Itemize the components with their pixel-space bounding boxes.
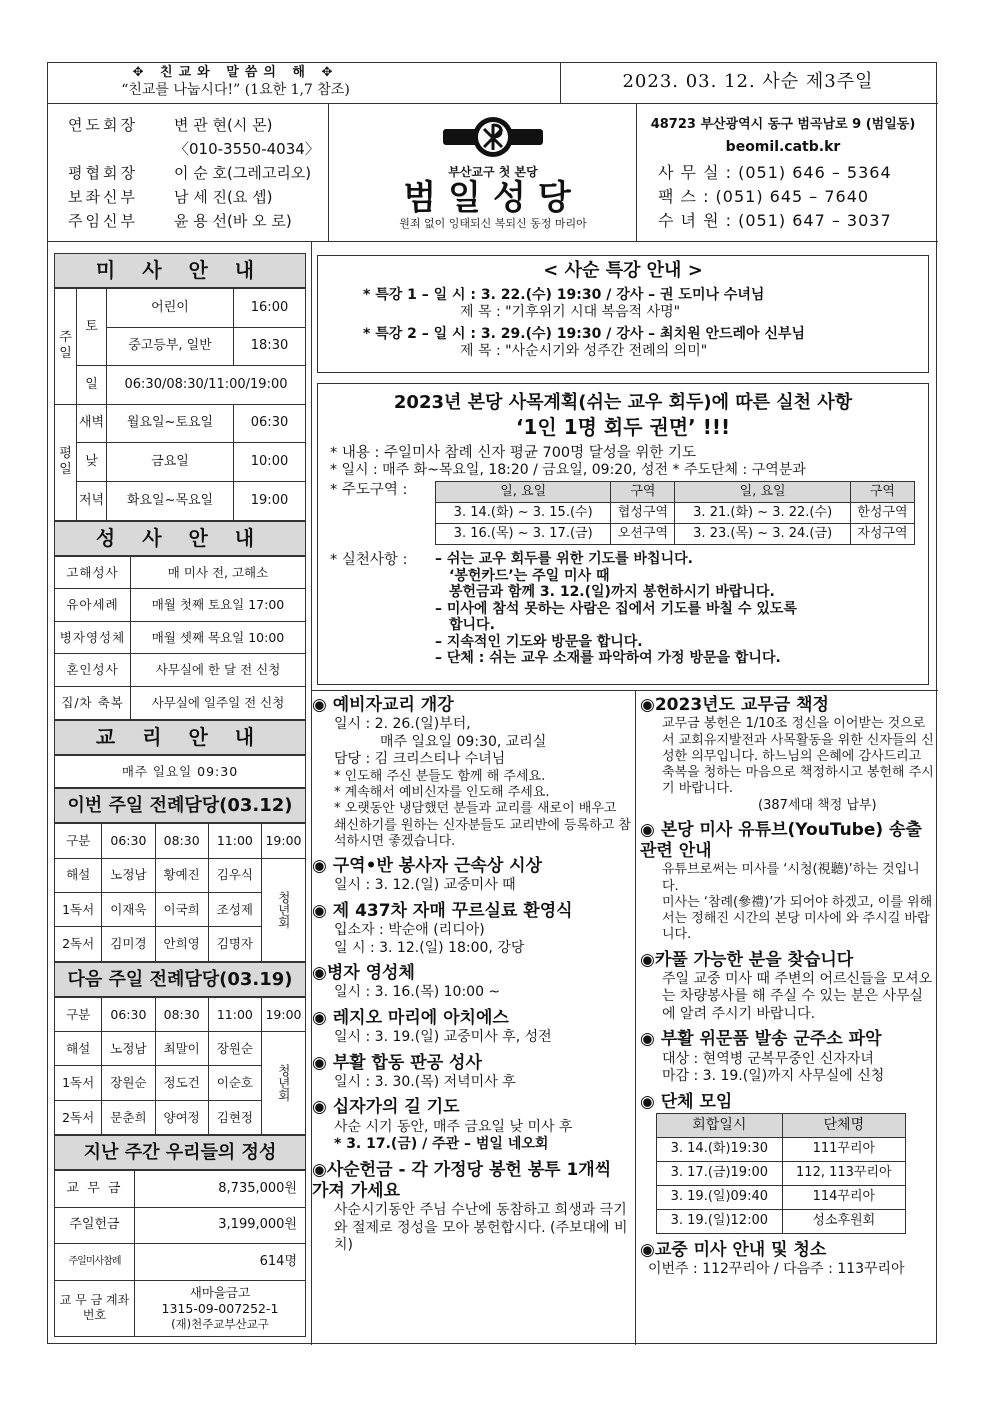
group-meetings: ◉ 단체 모임 회합일시 단체명 3. 14.(화)19:30 111꾸리아 3. 17.(금)19:00 112, 113꾸리아 3. 19.(일)09:40 114꾸리아 3. 19.(일)12:00 성소후원회 (640, 1092, 935, 1234)
sacraments-table: 고해성사 매 미사 전, 고해소 유아세례 매월 첫째 토요일 17:00 병자영성체 매월 셋째 목요일 10:00 혼인성사 사무실에 한 달 전 신청 집/차 축복 사무실에 일주일 전 신청 (54, 556, 306, 720)
official-row: 평협회장 이 순 호(그레고리오) (68, 163, 312, 182)
parish-address: 48723 부산광역시 동구 범곡남로 9 (범일동) beomil.catb.kr (628, 117, 938, 157)
notice-youtube: ◉ 본당 미사 유튜브(YouTube) 송출 관련 안내 유튜브로써는 미사를 ‘시청(視聽)’하는 것입니다. 미사는 ‘참례(參禮)’가 되어야 하겠고, 이를 위해서는 정해진 시간의 본당 미사에 와 주시길 바랍니다. (640, 819, 933, 943)
bulletin-page (47, 62, 937, 1344)
notice-confession: ◉ 부활 합동 판공 성사 일시 : 3. 30.(목) 저녁미사 후 (312, 1052, 516, 1090)
pastoral-plan-box: 2023년 본당 사목계획(쉬는 교우 회두)에 따른 실천 사항 ‘1인 1명 회두 권면’ !!! * 내용 : 주일미사 참례 신자 평균 700명 달성을 위한 기도 * 일시 : 매주 화~목요일, 18:20 / 금요일, 09:20, 성전 * 주도단체 : 구역분과 * 주도구역 : 일, 요일 구역 일, 요일 구역 3. 14.(화) ~ 3. 15.(수) 협성구역 3. 21.(화) ~ 3. 22.(수) 한성구역 3. 16.(목) ~ 3. 17.(금) 오션구역 3. 23.(목) ~ 3. 24.(금) 자성구역 * 실천사항 : – 쉬는 교우 회두를 위한 기도를 바칩니다. ‘봉헌카드’는 주일 미사 때 봉헌금과 함께 3. 12.(일)까지 봉헌하시기 바랍니다. – 미사에 참석 못하는 사람은 집에서 기도를 바칠 수 있도록 합니다. – 지속적인 기도와 방문을 합니다. – 단체 : 쉬는 교우 소재를 파악하여 가정 방문을 합니다. (317, 383, 929, 685)
contribution-title: 지난 주간 우리들의 정성 (54, 1135, 306, 1170)
lent-title: < 사순 특강 안내 > (543, 260, 703, 281)
contribution-table: 교 무 금 8,735,000원 주일헌금 3,199,000원 주일미사참례 614명 교 무 금 계좌번호 새마을금고 1315-09-007252-1 (재)천주교부산교구 (54, 1170, 306, 1337)
notice-stations-of-cross: ◉ 십자가의 길 기도 사순 시기 동안, 매주 금요일 낮 미사 후 * 3. 17.(금) / 주관 – 범일 네오회 (312, 1097, 573, 1152)
parish-motto: 원죄 없이 잉태되신 복되신 동정 마리아 (399, 216, 587, 230)
office-phone: 사 무 실 : (051) 646 – 5364 (658, 163, 892, 182)
parish-logo-block (348, 111, 638, 239)
duty-this-table: 구분 06:30 08:30 11:00 19:00 해설 노정남 황예진 김우식 청년회 1독서 이재욱 이국희 조성제 2독서 김미경 안희영 김명자 (54, 823, 306, 962)
phone-list (658, 163, 938, 235)
theme-quote: “친교를 나눕시다!” (1요한 1,7 참조) (121, 82, 350, 98)
plan-subtitle: ‘1인 1명 회두 권면’ !!! (515, 414, 731, 439)
parish-website: beomil.catb.kr (725, 139, 841, 156)
parish-name: 범일성당 (403, 177, 583, 218)
parish-officials (68, 113, 358, 233)
convent-phone: 수 녀 원 : (051) 647 – 3037 (658, 211, 892, 230)
notice-catechumen: ◉ 예비자교리 개강 일시 : 2. 26.(일)부터, 매주 일요일 09:30, 교리실 담당 : 김 크리스티나 수녀님 * 인도해 주신 분들도 함께 해 주세요. * 계속해서 예비신자를 인도해 주세요. * 오랫동안 냉담했던 분들과 교리를 새로이 배우고 쇄신하기를 원하는 신자분들도 교리반에 등록하고 참석하시면 좋겠습니다. (312, 695, 631, 849)
chi-rho-logo-icon (438, 115, 548, 159)
notice-carpool: ◉카풀 가능한 분을 찾습니다 주일 교중 미사 때 주변의 어르신들을 모셔오는 차량봉사를 해 주실 수 있는 분은 사무실에 알려 주시기 바랍니다. (640, 949, 933, 1022)
sacraments-title: 성 사 안 내 (54, 521, 306, 556)
duty-this-title: 이번 주일 전례담당(03.12) (54, 788, 306, 823)
notices-middle (312, 695, 632, 1261)
official-row: 주임신부 윤 용 선(바 오 로) (68, 211, 292, 230)
practice-list: – 쉬는 교우 회두를 위한 기도를 바칩니다. ‘봉헌카드’는 주일 미사 때 봉헌금과 함께 3. 12.(일)까지 봉헌하시기 바랍니다. – 미사에 참석 못하는 사람은 집에서 기도를 바칠 수 있도록 합니다. – 지속적인 기도와 방문을 합니다. – 단체 : 쉬는 교우 소재를 파악하여 가정 방문을 합니다. (435, 551, 797, 667)
notice-legio-acies: ◉ 레지오 마리에 아치에스 일시 : 3. 19.(일) 교중미사 후, 성전 (312, 1007, 552, 1045)
notice-church-tax: ◉2023년도 교무금 책정 교무금 봉헌은 1/10조 정신을 이어받는 것으로서 교회유지발전과 사목활동을 위한 신자들의 신성한 의무입니다. 하느님의 은혜에 감사드리고 축복을 청하는 마음으로 책정하시고 봉헌해 주시기 바랍니다. (387세대 책정 납부) (640, 695, 934, 813)
logo-subtitle: 부산교구 첫 본당 (448, 164, 538, 179)
notice-lent-offering: ◉사순헌금 - 각 가정당 봉헌 봉투 1개씩 가져 가세요 사순시기동안 주님 수난에 동참하고 희생과 극기와 절제로 정성을 모아 봉헌합시다. (주보대에 비치) (312, 1159, 628, 1253)
area-schedule-table: 일, 요일 구역 일, 요일 구역 3. 14.(화) ~ 3. 15.(수) 협성구역 3. 21.(화) ~ 3. 22.(수) 한성구역 3. 16.(목) ~ 3. 17.(금) 오션구역 3. 23.(목) ~ 3. 24.(금) 자성구역 (435, 481, 915, 545)
catechism-title: 교 리 안 내 (54, 720, 306, 755)
duty-next-title: 다음 주일 전례담당(03.19) (54, 962, 306, 997)
lent-lecture-box: < 사순 특강 안내 > * 특강 1 – 일 시 : 3. 22.(수) 19:30 / 강사 – 권 도미나 수녀님 제 목 : "기후위기 시대 복음적 사명" * 특강 2 – 일 시 : 3. 29.(수) 19:30 / 강사 – 최치원 안드레아 신부님 제 목 : "사순시기와 성주간 전례의 의미" (317, 255, 929, 373)
notice-cursillo: ◉ 제 437차 자매 꾸르실료 환영식 입소자 : 박순애 (리디아) 일 시 : 3. 12.(일) 18:00, 강당 (312, 900, 573, 956)
notice-service-award: ◉ 구역•반 봉사자 근속상 시상 일시 : 3. 12.(일) 교중미사 때 (312, 856, 543, 894)
mass-title: 미 사 안 내 (54, 253, 306, 288)
year-theme: ✥ 친교와 말씀의 해 ✥ (132, 65, 339, 80)
notices-right (640, 695, 935, 1285)
duty-next-table: 구분 06:30 08:30 11:00 19:00 해설 노정남 최말이 장원순 청년회 1독서 장원순 정도건 이순호 2독서 문춘희 양여정 김현정 (54, 997, 306, 1136)
notice-cleaning: ◉교중 미사 안내 및 청소 이번주 : 112꾸리아 / 다음주 : 113꾸리아 (640, 1239, 905, 1277)
notice-military-gift: ◉ 부활 위문품 발송 군주소 파악 대상 : 현역병 군복무중인 신자자녀 마감 : 3. 19.(일)까지 사무실에 신청 (640, 1029, 885, 1084)
mass-table: 주일 토 어린이 16:00 중고등부, 일반 18:30 일 06:30/08:30/11:00/19:00 평일 새벽 월요일~토요일 06:30 낮 금요일 10:00 저녁 화요일~목요일 19:00 (54, 288, 306, 521)
bulletin-date: 2023. 03. 12. 사순 제3주일 (622, 71, 874, 92)
official-row: 보좌신부 남 세 진(요 셉) (68, 187, 273, 206)
left-column (54, 253, 306, 1337)
group-meetings-table: 회합일시 단체명 3. 14.(화)19:30 111꾸리아 3. 17.(금)19:00 112, 113꾸리아 3. 19.(일)09:40 114꾸리아 3. 19.(일)12:00 성소후원회 (656, 1113, 906, 1234)
official-row: 연도회장 변 관 현(시 몬) (68, 115, 273, 134)
official-row: 〈010-3550-4034〉 (174, 139, 320, 158)
notice-sick-communion: ◉병자 영성체 일시 : 3. 16.(목) 10:00 ~ (312, 963, 501, 1001)
catechism-table: 매주 일요일 09:30 (54, 755, 306, 789)
fax-number: 팩 스 : (051) 645 – 7640 (658, 187, 870, 206)
plan-title: 2023년 본당 사목계획(쉬는 교우 회두)에 따른 실천 사항 (393, 392, 853, 413)
